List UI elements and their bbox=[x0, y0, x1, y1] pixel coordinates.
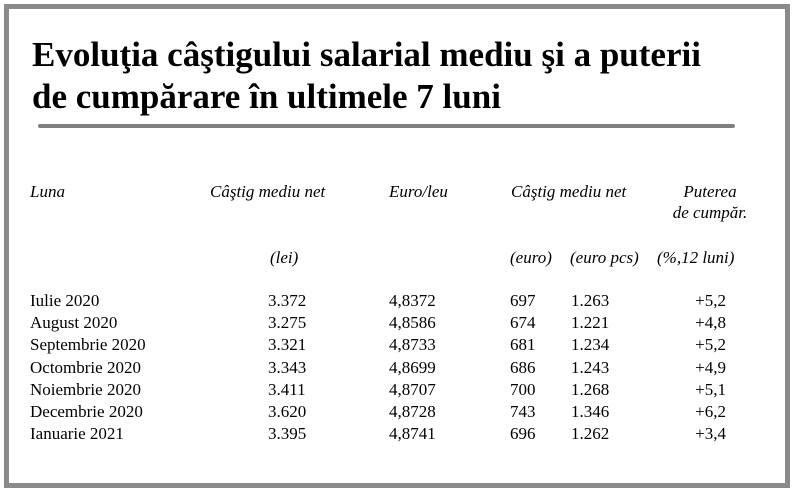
cell-euro-leu: 4,8699 bbox=[389, 357, 436, 377]
cell-lei: 3.372 bbox=[268, 291, 307, 310]
cell-euro-leu: 4,8586 bbox=[389, 313, 436, 333]
cell-luna: Iulie 2020 bbox=[30, 291, 100, 310]
cell-euro: 686 bbox=[510, 357, 536, 377]
cell-euro-pcs: 1.243 bbox=[571, 357, 610, 377]
header-castig-net: Câştig mediu net bbox=[210, 182, 326, 201]
cell-euro-leu: 4,8728 bbox=[389, 402, 436, 421]
header-castig-net-euro: Câştig mediu net bbox=[511, 182, 627, 201]
cell-euro: 681 bbox=[510, 335, 536, 355]
cell-luna: Noiembrie 2020 bbox=[30, 379, 141, 399]
cell-lei: 3.321 bbox=[268, 335, 307, 355]
cell-lei: 3.411 bbox=[268, 379, 306, 399]
cell-euro: 696 bbox=[510, 424, 536, 444]
cell-euro-pcs: 1.234 bbox=[571, 335, 610, 355]
cell-euro: 700 bbox=[510, 379, 536, 399]
title-line-1: Evoluţia câştigului salarial mediu şi a puterii bbox=[32, 35, 701, 74]
header-puterea-line-2: de cumpăr. bbox=[672, 203, 748, 222]
cell-euro-leu: 4,8741 bbox=[389, 424, 436, 444]
cell-luna: Decembrie 2020 bbox=[30, 402, 143, 421]
cell-lei: 3.343 bbox=[268, 357, 307, 377]
cell-euro-pcs: 1.346 bbox=[571, 402, 610, 421]
cell-euro: 697 bbox=[510, 291, 536, 310]
cell-euro-leu: 4,8372 bbox=[389, 291, 436, 310]
cell-luna: Septembrie 2020 bbox=[30, 335, 146, 355]
cell-luna: August 2020 bbox=[30, 313, 118, 333]
cell-pct: +6,2 bbox=[695, 402, 726, 421]
cell-euro-leu: 4,8733 bbox=[389, 335, 436, 355]
cell-pct: +5,2 bbox=[695, 291, 726, 310]
cell-pct: +4,8 bbox=[695, 313, 726, 333]
cell-euro-pcs: 1.262 bbox=[571, 424, 610, 444]
cell-pct: +5,2 bbox=[695, 335, 726, 355]
header-luna: Luna bbox=[30, 182, 65, 201]
unit-lei: (lei) bbox=[270, 248, 299, 267]
unit-euro: (euro) bbox=[510, 248, 552, 267]
cell-luna: Ianuarie 2021 bbox=[30, 424, 124, 444]
cell-euro: 743 bbox=[510, 402, 536, 421]
title-line-2: de cumpărare în ultimele 7 luni bbox=[32, 77, 501, 116]
header-euro-leu: Euro/leu bbox=[389, 182, 448, 201]
cell-pct: +3,4 bbox=[695, 424, 726, 444]
cell-lei: 3.395 bbox=[268, 424, 307, 444]
title-divider bbox=[38, 124, 735, 128]
cell-euro: 674 bbox=[510, 313, 536, 333]
document-title bbox=[32, 34, 752, 118]
cell-lei: 3.275 bbox=[268, 313, 307, 333]
unit-euro-pcs: (euro pcs) bbox=[570, 248, 639, 267]
unit-pct: (%,12 luni) bbox=[657, 248, 735, 267]
cell-pct: +4,9 bbox=[695, 357, 726, 377]
cell-pct: +5,1 bbox=[695, 379, 726, 399]
header-puterea-line-1: Puterea bbox=[683, 182, 737, 201]
cell-euro-pcs: 1.221 bbox=[571, 313, 610, 333]
cell-euro-pcs: 1.263 bbox=[571, 291, 610, 310]
cell-euro-leu: 4,8707 bbox=[389, 379, 436, 399]
cell-lei: 3.620 bbox=[268, 402, 307, 421]
cell-euro-pcs: 1.268 bbox=[571, 379, 610, 399]
cell-luna: Octombrie 2020 bbox=[30, 357, 141, 377]
